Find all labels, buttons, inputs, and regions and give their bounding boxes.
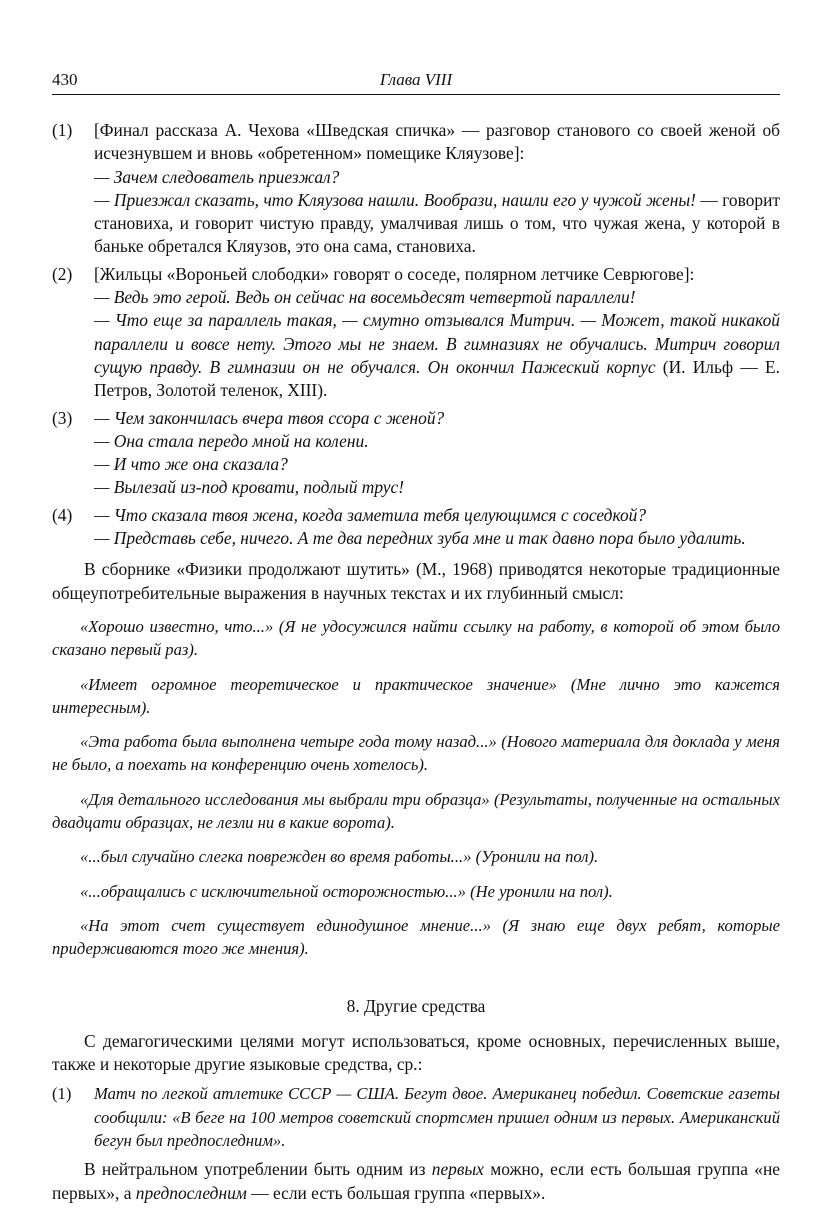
example-body — [94, 119, 780, 259]
example-body — [94, 263, 780, 403]
text-run: можно, если есть большая группа «не первых», а — [52, 1159, 780, 1203]
text-run: «...обращались с исключительной осторожностью...» (Не уронили на пол). — [80, 881, 613, 901]
text-run: — Приезжал сказать, что Кляузова нашли. Вообрази, нашли его у чужой жены! — [94, 189, 696, 210]
text-run: — если есть большая группа «первых». — [246, 1182, 546, 1203]
quote-item — [52, 914, 780, 961]
example-number: (1) — [52, 1084, 72, 1104]
example-line — [94, 309, 780, 402]
example-number: (4) — [52, 504, 73, 525]
text-run: «Имеет огромное теоретическое и практическое значение» (Мне лично это кажется интересным). — [52, 674, 780, 717]
example-line — [94, 119, 780, 166]
text-run: «Хорошо известно, что...» (Я не удосужился найти ссылку на работу, в которой об этом было сказано первый раз). — [52, 616, 780, 660]
example-line — [94, 263, 780, 286]
quotes-list — [52, 615, 780, 961]
example-number: (2) — [52, 263, 73, 284]
intro-paragraph: В сборнике «Физики продолжают шутить» (М., 1968) приводятся некоторые традиционные общеупотребительные выражения в научных текстах и их глубинный смысл: — [52, 559, 780, 603]
chapter-title: Глава VIII — [379, 70, 453, 89]
quote-item — [52, 880, 780, 903]
example-body — [94, 504, 780, 551]
text-run: (Нового материала для доклада у меня не было, а поехать на конференцию очень хотелось). — [52, 732, 781, 775]
text-run: — Представь себе, ничего. А те два передних зуба мне и так давно пора было удалить. — [94, 528, 746, 549]
text-run: — Что еще за параллель такая, — смутно отзывался Митрич. — Может, такой никакой параллели и вовсе нету. Этого мы не знаем. В гимназиях не обучались. Митрич говорил сущую правду. В гимназии он не обучался. Он окончил Пажеский корпус — [94, 310, 780, 377]
example-number: (3) — [52, 407, 73, 428]
text-run: — Ведь это герой. Ведь он сейчас на восемьдесят четвертой параллели! — [94, 287, 636, 308]
example-line — [94, 476, 780, 499]
example-line — [94, 407, 780, 430]
text-run: — Чем закончилась вчера твоя ссора с женой? — [94, 407, 445, 428]
example-number: (1) — [52, 120, 73, 140]
example-line — [94, 504, 780, 527]
example-item — [52, 504, 780, 551]
text-run: «Для детального исследования мы выбрали три образца» — [80, 789, 490, 809]
example-text: Матч по легкой атлетике СССР — США. Бегут двое. Американец победил. Советские газеты сообщили: «В беге на 100 метров советский спортсмен пришел одним из первых. Американский бегун был предпоследним». — [94, 1084, 780, 1150]
quote-item — [52, 730, 780, 777]
text-run: — Она стала передо мной на колени. — [94, 430, 369, 451]
text-run: — Вылезай из-под кровати, подлый трус! — [94, 477, 405, 498]
section-paragraph: С демагогическими целями могут использоваться, кроме основных, перечисленных выше, также и некоторые другие языковые средства, ср.: — [52, 1030, 780, 1075]
example-body — [94, 407, 780, 500]
text-run: — И что же она сказала? — [94, 454, 288, 475]
quote-item — [52, 845, 780, 868]
text-run: — Зачем следователь приезжал? — [94, 166, 340, 187]
quote-item — [52, 788, 780, 835]
text-run: «...был случайно слегка поврежден во время работы...» (Уронили на пол). — [80, 847, 599, 867]
text-run: В нейтральном употреблении быть одним из — [84, 1159, 432, 1180]
page-content — [52, 119, 780, 1205]
example-line — [94, 430, 780, 453]
example-item — [52, 407, 780, 500]
example-item — [52, 263, 780, 403]
example-line — [94, 166, 780, 189]
book-page — [52, 70, 780, 1215]
quote-item — [52, 673, 780, 720]
text-run: первых — [431, 1159, 484, 1180]
text-run: [Жильцы «Вороньей слободки» говорят о соседе, полярном летчике Севрюгове]: — [94, 263, 695, 284]
text-run: [Финал рассказа А. Чехова «Шведская спичка» — разговор станового со своей женой об исчезнувшем и вновь «обретенном» помещике Кляузове]: — [94, 120, 780, 164]
text-run: (Результаты, полученные на остальных двадцати образцах, не лезли ни в какие ворота). — [52, 789, 780, 833]
text-run: — говорит становиха, и говорит чистую правду, умалчивая лишь о том, что чужая жена, у которой в баньке обретался Кляузов, это она сама, становиха. — [94, 189, 780, 257]
example-line — [94, 286, 780, 309]
examples-list — [52, 119, 780, 550]
example-item — [52, 1082, 780, 1152]
final-paragraph — [52, 1158, 780, 1205]
quote-item — [52, 615, 780, 662]
text-run: «Эта работа была выполнена четыре года тому назад...» — [80, 732, 497, 752]
text-run: «На этот счет существует единодушное мнение...» (Я знаю еще двух ребят, которые придерживаются того же мнения). — [52, 915, 780, 959]
text-run: (И. Ильф — Е. Петров, Золотой теленок, XIII). — [94, 356, 780, 401]
text-run: — Что сказала твоя жена, когда заметила тебя целующимся с соседкой? — [94, 504, 647, 525]
page-number: 430 — [52, 70, 78, 89]
example-item — [52, 119, 780, 259]
section-title: 8. Другие средства — [346, 995, 486, 1016]
page-header — [52, 70, 780, 95]
example-line — [94, 189, 780, 259]
text-run: предпоследним — [135, 1182, 247, 1203]
example-line — [94, 527, 780, 550]
example-line — [94, 453, 780, 476]
